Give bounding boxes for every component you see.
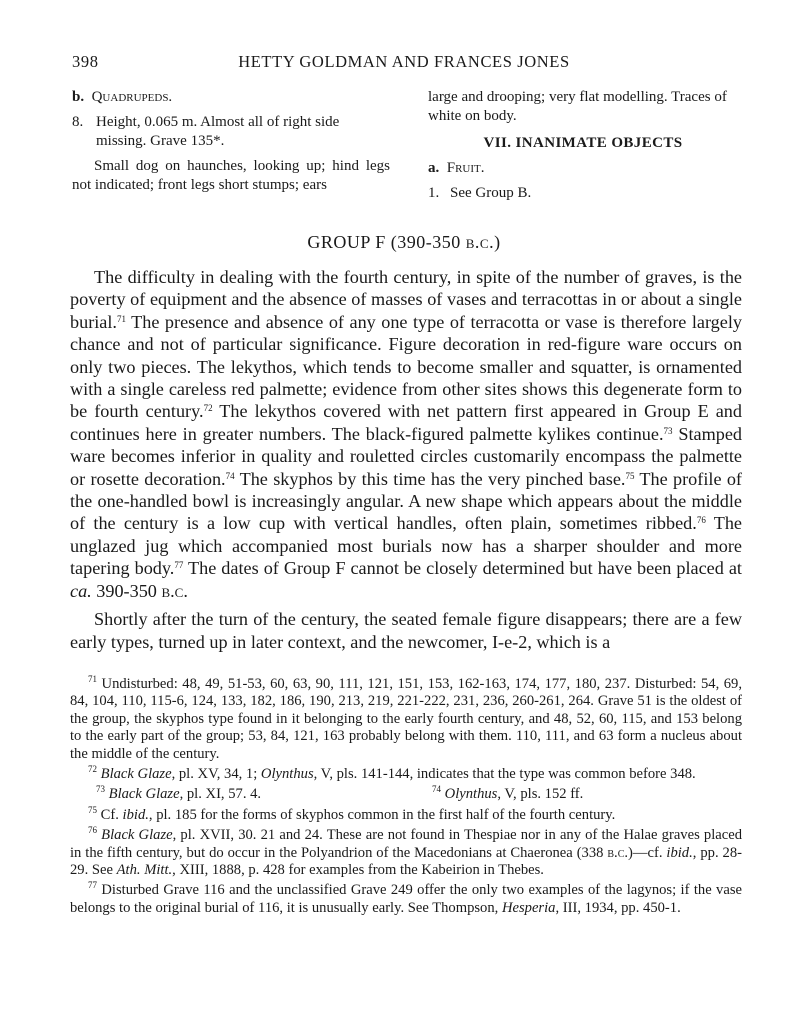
catalogue-item-8 [72,113,390,151]
footnote-ref-76[interactable]: 76 [696,515,706,526]
footnotes [70,676,742,920]
catalogue-item-1 [428,184,738,203]
description-continuation: large and drooping; very flat modelling. Traces of white on body. [428,89,727,124]
footnote-ref-75[interactable]: 75 [625,470,635,481]
group-label: GROUP F [307,232,386,252]
footnote-73: $^{73}$ Black Glaze, pl. XI, 57. 4. [96,784,262,803]
subsection-name: Fruit. [446,160,485,176]
section-heading-quadrupeds: b. Quadrupeds. [72,89,173,105]
footnote-72: $^{72}$ Black Glaze, pl. XV, 34, 1; Olynthus, V, pls. 141-144, indicates that the type was common before 348. [88,764,696,783]
page-number: 398 [72,52,99,71]
footnote-ref-73[interactable]: 73 [663,425,673,436]
subsection-heading-fruit: a. Fruit. [428,160,485,176]
footnote-ref-74[interactable]: 74 [225,470,235,481]
item-number: 1. [428,185,440,201]
footnote-75: $^{75}$ Cf. ibid., pl. 185 for the forms of skyphos common in the first half of the fourth century. [88,804,616,823]
body-text [70,266,742,659]
item-text: See Group B. [450,185,532,201]
group-dates: (390-350 b.c.) [390,232,501,252]
footnote-ref-77[interactable]: 77 [174,560,184,571]
section-heading-inanimate: VII. INANIMATE OBJECTS [483,135,683,151]
right-column [428,88,738,203]
footnote-ref-72[interactable]: 72 [203,403,213,414]
footnote-77: $^{77}$ Disturbed Grave 116 and the unclassified Grave 249 offer the only two examples of the lagynos; if the vase belongs to the original burial of 116, it is unusually early. See Thompson, Hesperia, III, 1934, pp. 450-1. [70,880,742,916]
footnote-74: $^{74}$ Olynthus, V, pls. 152 ff. [432,784,584,803]
running-head [72,52,736,78]
footnote-ref-71[interactable]: 71 [116,313,126,324]
section-name: Quadrupeds. [91,89,173,105]
running-title: HETTY GOLDMAN AND FRANCES JONES [238,52,570,71]
item-description: Small dog on haunches, looking up; hind legs not indicated; front legs short stumps; ears [72,158,390,193]
group-heading [0,232,808,253]
paragraph-1: The difficulty in dealing with the fourth century, in spite of the number of graves, is the poverty of equipment and the absence of masses of vases and terracottas in or about a single burial.$^{71}$ The presence and absence of any one type of terracotta or vase is therefore largely chance and not of particular significance. Figure decoration in red-figure ware occurs on only two pieces. The lekythos, which tends to become smaller and squatter, is ornamented with a single careless red palmette; evidence from other sites shows this degenerate form to be fourth century.$^{72}$ The lekythos covered with net pattern first appeared in Group E and continues here in greater numbers. The black-figured palmette kylikes continue.$^{73}$ Stamped ware becomes inferior in quality and rouletted circles customarily encompass the palmette or rosette decoration.$^{74}$ The skyphos by this time has the very pinched base.$^{75}$ The profile of the one-handled bowl is increasingly angular. A new shape which appears about the middle of the century is a low cup with vertical handles, often plain, sometimes ribbed.$^{76}$ The unglazed jug which accompanied most burials now has a sharper shoulder and more tapering body.$^{77}$ The dates of Group F cannot be closely determined but have been placed at ca. 390-350 b.c. [70,267,742,601]
footnotes-73-74 [70,786,742,803]
paragraph-2: Shortly after the turn of the century, the seated female figure disappears; there are a few early types, turned up in later context, and the newcomer, I-e-2, which is a [70,609,742,652]
left-column [72,88,390,195]
item-text: Height, 0.065 m. Almost all of right side missing. Grave 135*. [96,114,340,149]
footnote-71: $^{71}$ Undisturbed: 48, 49, 51-53, 60, 63, 90, 111, 121, 151, 153, 162-163, 174, 177, 180, 237. Disturbed: 54, 69, 84, 104, 110, 115-6, 124, 133, 182, 186, 190, 213, 219, 221-222, 231, 236, 260-261, 264. Grave 51 is the oldest of the group, the skyphos type found in it belonging to the early fourth century, and 48, 52, 60, 115, and 153 belong to the early part of the group; 53, 84, 121, 163 probably belong with them. 110, 111, and 63 form a nucleus about the middle of the century. [70,674,742,762]
item-number: 8. [72,114,84,130]
footnote-76: $^{76}$ Black Glaze, pl. XVII, 30. 21 and 24. These are not found in Thespiae nor in any of the Halae graves placed in the fifth century, but do occur in the Polyandrion of the Macedonians at Chaeronea (338 b.c.)—cf. ibid., pp. 28-29. See Ath. Mitt., XIII, 1888, p. 428 for examples from the Kabeirion in Thebes. [70,825,743,879]
